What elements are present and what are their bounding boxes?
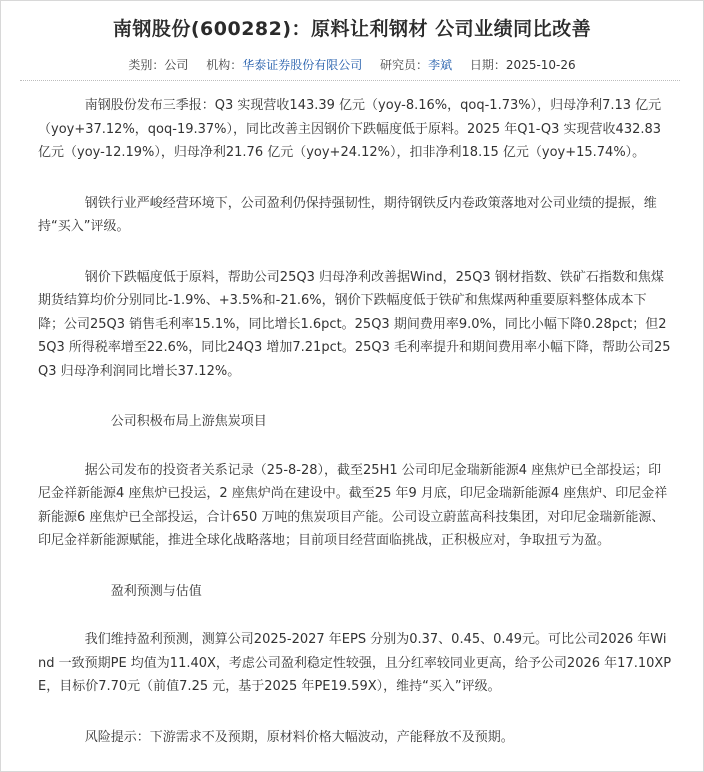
price-analysis-paragraph: 钢价下跌幅度低于原料，帮助公司25Q3 归母净利改善据Wind，25Q3 钢材指数、铁矿石指数和焦煤期货结算均价分别同比-1.9%、+3.5%和-21.6%，钢价下跌幅度低于铁矿和焦煤两种重要原料整体成本下降；公司25Q3 销售毛利率15.1%，同比增长1.6pct。25Q3 期间费用率9.0%，同比小幅下降0.28pct；但25Q3 所得税率增至22.6%，同比24Q3 增加7.21pct。25Q3 毛利率提升和期间费用率小幅下降，帮助公司25Q3 归母净利润同比增长37.12%。: [38, 269, 671, 379]
meta-date: [470, 58, 576, 72]
section-heading-coke-project: 公司积极布局上游焦炭项目: [110, 414, 267, 429]
article-meta: [0, 56, 704, 73]
meta-date-label: 日期：: [469, 58, 506, 72]
summary-paragraph: 南钢股份发布三季报：Q3 实现营收143.39 亿元（yoy-8.16%，qoq-1.73%），归母净利7.13 亿元（yoy+37.12%，qoq-19.37%），同比改善主因钢价下跌幅度低于原料。2025 年Q1-Q3 实现营收432.83 亿元（yoy-12.19%），归母净利21.76 亿元（yoy+24.12%），扣非净利18.15 亿元（yoy+15.74%）。: [38, 98, 662, 160]
meta-analyst-link[interactable]: 李斌: [428, 58, 453, 72]
meta-category-label: 类别：: [128, 58, 165, 72]
meta-category: [128, 58, 188, 72]
coke-project-paragraph: 据公司发布的投资者关系记录（25-8-28），截至25H1 公司印尼金瑞新能源4 座焦炉已全部投运；印尼金祥新能源4 座焦炉已投运，2 座焦炉尚在建设中。截至25 年9 月底，印尼金瑞新能源4 座焦炉、印尼金祥新能源6 座焦炉已全部投运，合计650 万吨的焦炭项目产能。公司设立蔚蓝高科技集团，对印尼金瑞新能源、印尼金祥新能源赋能，推进全球化战略落地；目前项目经营面临挑战，正积极应对，争取扭亏为盈。: [38, 462, 668, 548]
forecast-paragraph: 我们维持盈利预测，测算公司2025-2027 年EPS 分别为0.37、0.45、0.49元。可比公司2026 年Wind 一致预期PE 均值为11.40X，考虑公司盈利稳定性较强，且分红率较同业更高，给予公司2026 年17.10XPE，目标价7.70元（前值7.25 元，基于2025 年PE19.59X），维持“买入”评级。: [38, 632, 672, 694]
article-body: [38, 94, 672, 749]
meta-date-value: 2025-10-26: [505, 58, 576, 72]
page-title: 南钢股份(600282)：原料让利钢材 公司业绩同比改善: [112, 18, 592, 40]
title-divider: [20, 80, 680, 81]
section-heading-forecast: 盈利预测与估值: [110, 583, 202, 599]
meta-analyst: [380, 58, 452, 72]
meta-analyst-label: 研究员：: [380, 58, 429, 72]
meta-org-label: 机构：: [206, 58, 243, 72]
meta-category-value: 公司: [164, 58, 189, 72]
meta-org: [206, 58, 362, 72]
meta-org-link[interactable]: 华泰证券股份有限公司: [242, 58, 363, 72]
rating-paragraph: 钢铁行业严峻经营环境下，公司盈利仍保持强韧性，期待钢铁反内卷政策落地对公司业绩的提振，维持“买入”评级。: [38, 195, 657, 234]
risk-paragraph: 风险提示：下游需求不及预期，原材料价格大幅波动，产能释放不及预期。: [84, 729, 514, 745]
